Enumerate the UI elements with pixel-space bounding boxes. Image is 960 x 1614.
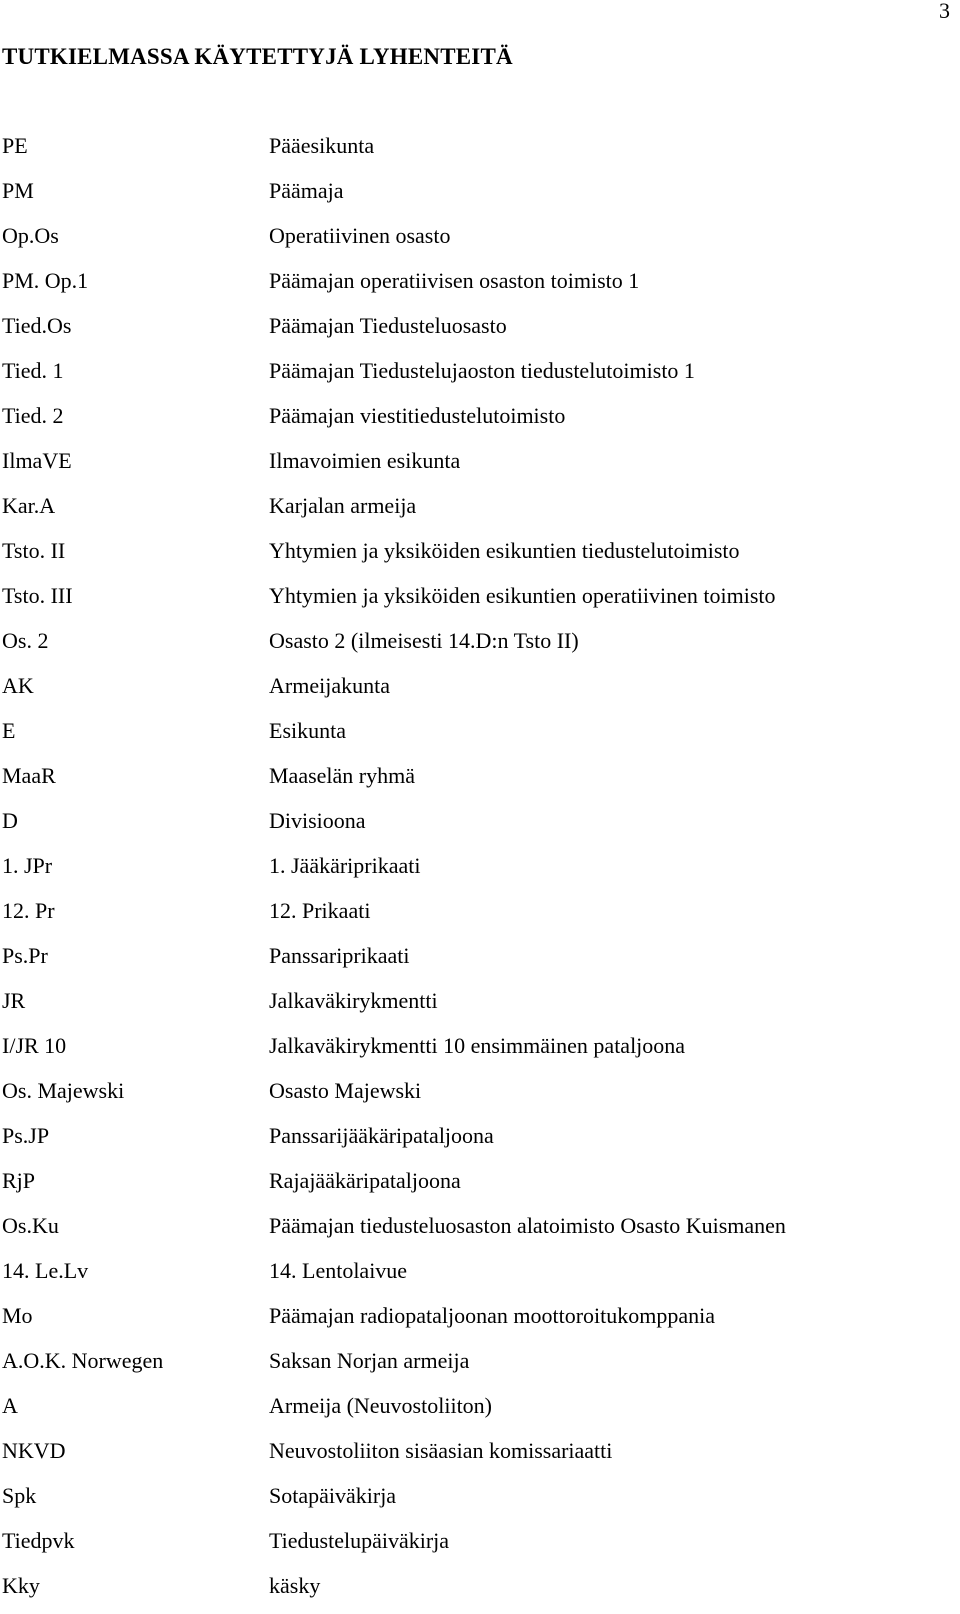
abbreviation-term: Kky [2,1573,40,1598]
abbreviation-row [0,219,960,264]
abbreviation-meaning: Päämajan viestitiedustelutoimisto [269,403,566,428]
abbreviation-meaning: Armeijakunta [269,673,390,698]
abbreviation-meaning: käsky [269,1573,321,1598]
abbreviation-meaning: Päämaja [269,178,344,203]
abbreviation-row [0,1254,960,1299]
abbreviation-meaning: Jalkaväkirykmentti [269,988,438,1013]
abbreviation-row [0,444,960,489]
abbreviation-term: PE [2,133,28,158]
abbreviation-term: 14. Le.Lv [2,1258,89,1283]
abbreviation-term: IlmaVE [2,448,72,473]
abbreviation-meaning: Yhtymien ja yksiköiden esikuntien tiedustelutoimisto [269,538,740,563]
abbreviation-row [0,489,960,534]
abbreviation-row [0,1029,960,1074]
abbreviation-term: D [2,808,18,833]
abbreviation-term: JR [2,988,26,1013]
abbreviation-term: AK [2,673,34,698]
abbreviation-meaning: Päämajan radiopataljoonan moottoroitukomppania [269,1303,715,1328]
abbreviation-row [0,1209,960,1254]
abbreviation-row [0,1434,960,1479]
abbreviation-term: E [2,718,16,743]
abbreviation-meaning: Divisioona [269,808,366,833]
abbreviation-meaning: Saksan Norjan armeija [269,1348,470,1373]
abbreviation-meaning: Yhtymien ja yksiköiden esikuntien operatiivinen toimisto [269,583,776,608]
abbreviation-row [0,534,960,579]
abbreviation-term: Op.Os [2,223,59,248]
abbreviation-meaning: Esikunta [269,718,346,743]
abbreviation-term: Ps.Pr [2,943,48,968]
abbreviation-row [0,894,960,939]
abbreviation-meaning: Sotapäiväkirja [269,1483,397,1508]
abbreviation-row [0,1299,960,1344]
abbreviation-meaning: Operatiivinen osasto [269,223,451,248]
abbreviation-row [0,759,960,804]
abbreviation-row [0,354,960,399]
abbreviation-list [0,129,960,1614]
abbreviation-row [0,1119,960,1164]
abbreviation-term: Tiedpvk [2,1528,75,1553]
abbreviation-term: RjP [2,1168,36,1193]
abbreviation-meaning: Rajajääkäripataljoona [269,1168,461,1193]
abbreviation-term: A.O.K. Norwegen [2,1348,164,1373]
abbreviation-meaning: Ilmavoimien esikunta [269,448,461,473]
abbreviation-term: MaaR [2,763,56,788]
abbreviation-term: Os. 2 [2,628,49,653]
abbreviation-row [0,849,960,894]
abbreviation-term: 12. Pr [2,898,55,923]
abbreviation-meaning: 1. Jääkäriprikaati [269,853,421,878]
abbreviation-meaning: Maaselän ryhmä [269,763,415,788]
page-number: 3 [939,0,950,23]
abbreviation-meaning: 14. Lentolaivue [269,1258,408,1283]
abbreviation-row [0,1344,960,1389]
abbreviation-term: A [2,1393,18,1418]
abbreviation-meaning: Armeija (Neuvostoliiton) [269,1393,493,1418]
abbreviation-row [0,129,960,174]
abbreviation-row [0,984,960,1029]
abbreviation-term: Os.Ku [2,1213,59,1238]
abbreviation-meaning: Päämajan operatiivisen osaston toimisto 1 [269,268,640,293]
abbreviation-meaning: Osasto 2 (ilmeisesti 14.D:n Tsto II) [269,628,579,653]
abbreviation-row [0,1524,960,1569]
abbreviation-term: Tied. 1 [2,358,64,383]
abbreviation-row [0,939,960,984]
abbreviation-term: Ps.JP [2,1123,50,1148]
abbreviation-meaning: Pääesikunta [269,133,375,158]
abbreviation-term: Spk [2,1483,37,1508]
abbreviation-row [0,1074,960,1119]
abbreviation-meaning: Päämajan Tiedusteluosasto [269,313,507,338]
abbreviation-meaning: Jalkaväkirykmentti 10 ensimmäinen pataljoona [269,1033,686,1058]
abbreviation-term: Mo [2,1303,33,1328]
abbreviation-meaning: Tiedustelupäiväkirja [269,1528,450,1553]
abbreviation-term: Tied. 2 [2,403,64,428]
abbreviation-term: Os. Majewski [2,1078,125,1103]
abbreviation-meaning: Päämajan tiedusteluosaston alatoimisto Osasto Kuismanen [269,1213,786,1238]
abbreviation-row [0,624,960,669]
abbreviation-meaning: Neuvostoliiton sisäasian komissariaatti [269,1438,613,1463]
abbreviation-meaning: Päämajan Tiedustelujaoston tiedustelutoimisto 1 [269,358,695,383]
abbreviation-row [0,1389,960,1434]
abbreviation-term: 1. JPr [2,853,53,878]
abbreviation-row [0,1479,960,1524]
abbreviation-meaning: Panssarijääkäripataljoona [269,1123,494,1148]
page-title: TUTKIELMASSA KÄYTETTYJÄ LYHENTEITÄ [2,44,513,69]
abbreviation-term: I/JR 10 [2,1033,67,1058]
abbreviation-row [0,1569,960,1614]
abbreviation-meaning: 12. Prikaati [269,898,371,923]
abbreviation-meaning: Karjalan armeija [269,493,417,518]
abbreviation-row [0,264,960,309]
abbreviation-term: Tsto. III [2,583,73,608]
abbreviation-row [0,579,960,624]
abbreviation-row [0,669,960,714]
abbreviation-row [0,399,960,444]
abbreviation-meaning: Panssariprikaati [269,943,410,968]
abbreviation-row [0,1164,960,1209]
abbreviation-term: Kar.A [2,493,56,518]
abbreviation-term: Tsto. II [2,538,66,563]
abbreviation-term: Tied.Os [2,313,72,338]
abbreviation-term: NKVD [2,1438,66,1463]
abbreviation-row [0,804,960,849]
abbreviation-row [0,174,960,219]
abbreviation-row [0,714,960,759]
abbreviation-row [0,309,960,354]
abbreviation-meaning: Osasto Majewski [269,1078,422,1103]
abbreviation-term: PM. Op.1 [2,268,89,293]
abbreviation-term: PM [2,178,34,203]
